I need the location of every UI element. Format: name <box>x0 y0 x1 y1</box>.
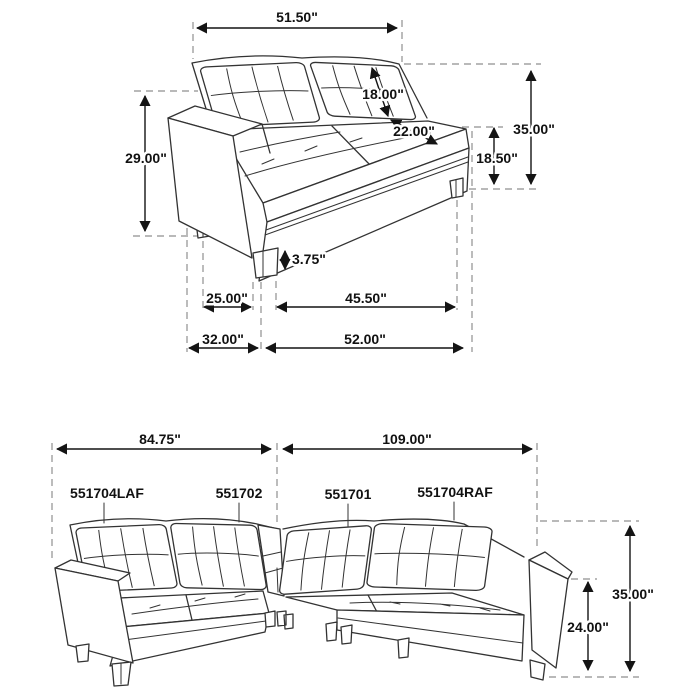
dim-leg-height <box>285 251 326 269</box>
dim-back-width <box>197 9 397 28</box>
dim-overall-depth-label: 32.00" <box>202 331 244 347</box>
dim-seat-platform-height-label: 18.50" <box>476 150 518 166</box>
dim-overall-depth <box>189 331 258 348</box>
dim-seat-width-label: 45.50" <box>345 290 387 306</box>
right-base <box>337 610 524 661</box>
dim-seat-depth-label: 22.00" <box>393 123 435 139</box>
dim-sectional-arm-height-label: 24.00" <box>567 619 609 635</box>
dim-back-cushion-label: 18.00" <box>362 86 404 102</box>
dim-seat-width <box>277 290 455 307</box>
dim-sectional-left-width-label: 84.75" <box>139 431 181 447</box>
dim-overall-height <box>513 71 555 184</box>
dim-back-height-label: 29.00" <box>125 150 167 166</box>
sectional-drawing <box>55 519 572 686</box>
dim-sectional-right-width <box>283 431 532 449</box>
back-cushion-raf <box>366 523 492 590</box>
back-cushion-armless-left <box>170 523 267 589</box>
loveseat-drawing <box>168 56 469 281</box>
left-arm-rear-leg <box>76 644 89 662</box>
dim-leg-height-label: 3.75" <box>292 251 326 267</box>
part-label-raf-text: 551704RAF <box>417 484 493 500</box>
leg-front <box>253 248 278 278</box>
part-label-armless-left <box>216 485 263 522</box>
dim-sectional-overall-height-label: 35.00" <box>612 586 654 602</box>
dim-sectional-right-width-label: 109.00" <box>382 431 432 447</box>
corner-legs <box>265 611 293 629</box>
dim-overall-width <box>266 331 463 348</box>
dim-overall-height-label: 35.00" <box>513 121 555 137</box>
dim-arm-depth <box>204 290 251 307</box>
dim-sectional-left-width <box>57 431 271 449</box>
dim-seat-platform-height <box>476 128 518 184</box>
right-arm-leg <box>530 660 545 680</box>
part-label-laf-text: 551704LAF <box>70 485 144 501</box>
part-label-laf <box>70 485 144 523</box>
part-label-armless-right-text: 551701 <box>324 486 372 502</box>
right-arm-side <box>529 560 568 668</box>
sectional-diagram <box>52 431 654 686</box>
back-cushion-armless-right <box>279 525 372 594</box>
dim-sectional-arm-height <box>567 582 609 670</box>
part-label-raf <box>417 484 493 520</box>
dim-back-height <box>125 96 167 231</box>
dim-sectional-overall-height <box>612 526 654 671</box>
part-label-armless-left-text: 551702 <box>215 485 263 501</box>
dim-overall-width-label: 52.00" <box>344 331 386 347</box>
loveseat-diagram <box>125 9 555 352</box>
dim-arm-depth-label: 25.00" <box>206 290 248 306</box>
dim-back-width-label: 51.50" <box>276 9 318 25</box>
